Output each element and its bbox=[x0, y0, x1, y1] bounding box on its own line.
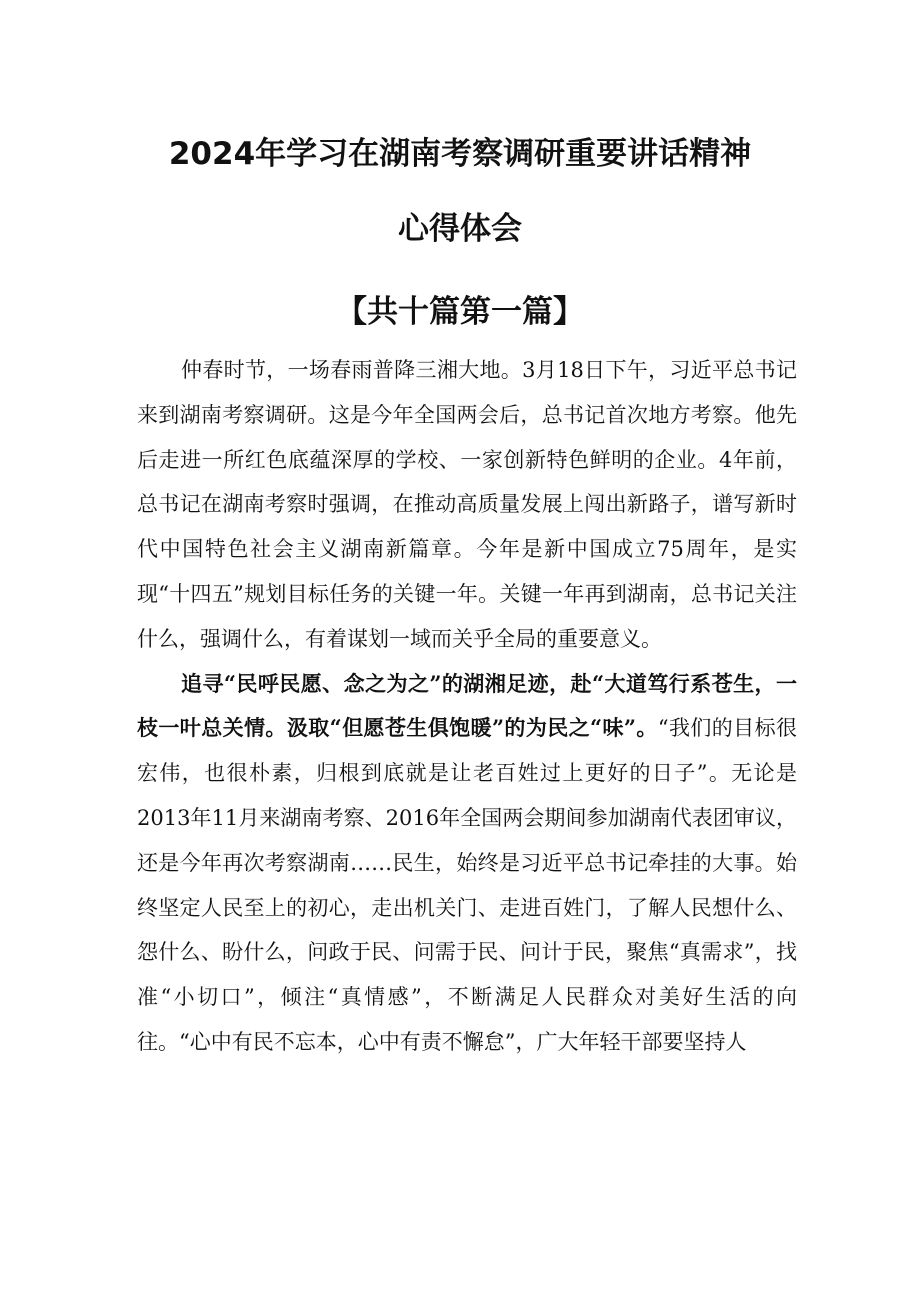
paragraph-1-text: 仲春时节，一场春雨普降三湘大地。3月18日下午，习近平总书记来到湖南考察调研。这是今年全国两会后，总书记首次地方考察。他先后走进一所红色底蕴深厚的学校、一家创新特色鲜明的企业。4年前，总书记在湖南考察时强调，在推动高质量发展上闯出新路子，谱写新时代中国特色社会主义湖南新篇章。今年是新中国成立75周年，是实现“十四五”规划目标任务的关键一年。关键一年再到湖南，总书记关注什么，强调什么，有着谋划一域而关乎全局的重要意义。 bbox=[137, 358, 797, 651]
document-title-line2: 心得体会 bbox=[398, 211, 522, 247]
document-title-line1 bbox=[0, 134, 920, 174]
document-subtitle: 【共十篇第一篇】 bbox=[336, 294, 584, 330]
paragraph-2-text: “我们的目标很宏伟，也很朴素，归根到底就是让老百姓过上更好的日子”。无论是2013年11月来湖南考察、2016年全国两会期间参加湖南代表团审议，还是今年再次考察湖南……民生，始终是习近平总书记牵挂的大事。始终坚定人民至上的初心，走出机关门、走进百姓门，了解人民想什么、怨什么、盼什么，问政于民、问需于民、问计于民，聚焦“真需求”，找准“小切口”，倾注“真情感”，不断满足人民群众对美好生活的向往。“心中有民不忘本，心中有责不懈怠”，广大年轻干部要坚持人 bbox=[137, 716, 797, 1054]
document-body bbox=[137, 348, 797, 1065]
paragraph-2-lead: 追寻“民呼民愿、念之为之”的湖湘足迹，赴“大道笃行系苍生，一枝一叶总关情。汲取“但愿苍生俱饱暖”的为民之“味”。 bbox=[137, 670, 797, 741]
title-year: 2024 bbox=[168, 136, 256, 172]
paragraph-1 bbox=[137, 348, 797, 662]
paragraph-2 bbox=[137, 662, 797, 1065]
title-text: 年学习在湖南考察调研重要讲话精神 bbox=[255, 136, 752, 172]
